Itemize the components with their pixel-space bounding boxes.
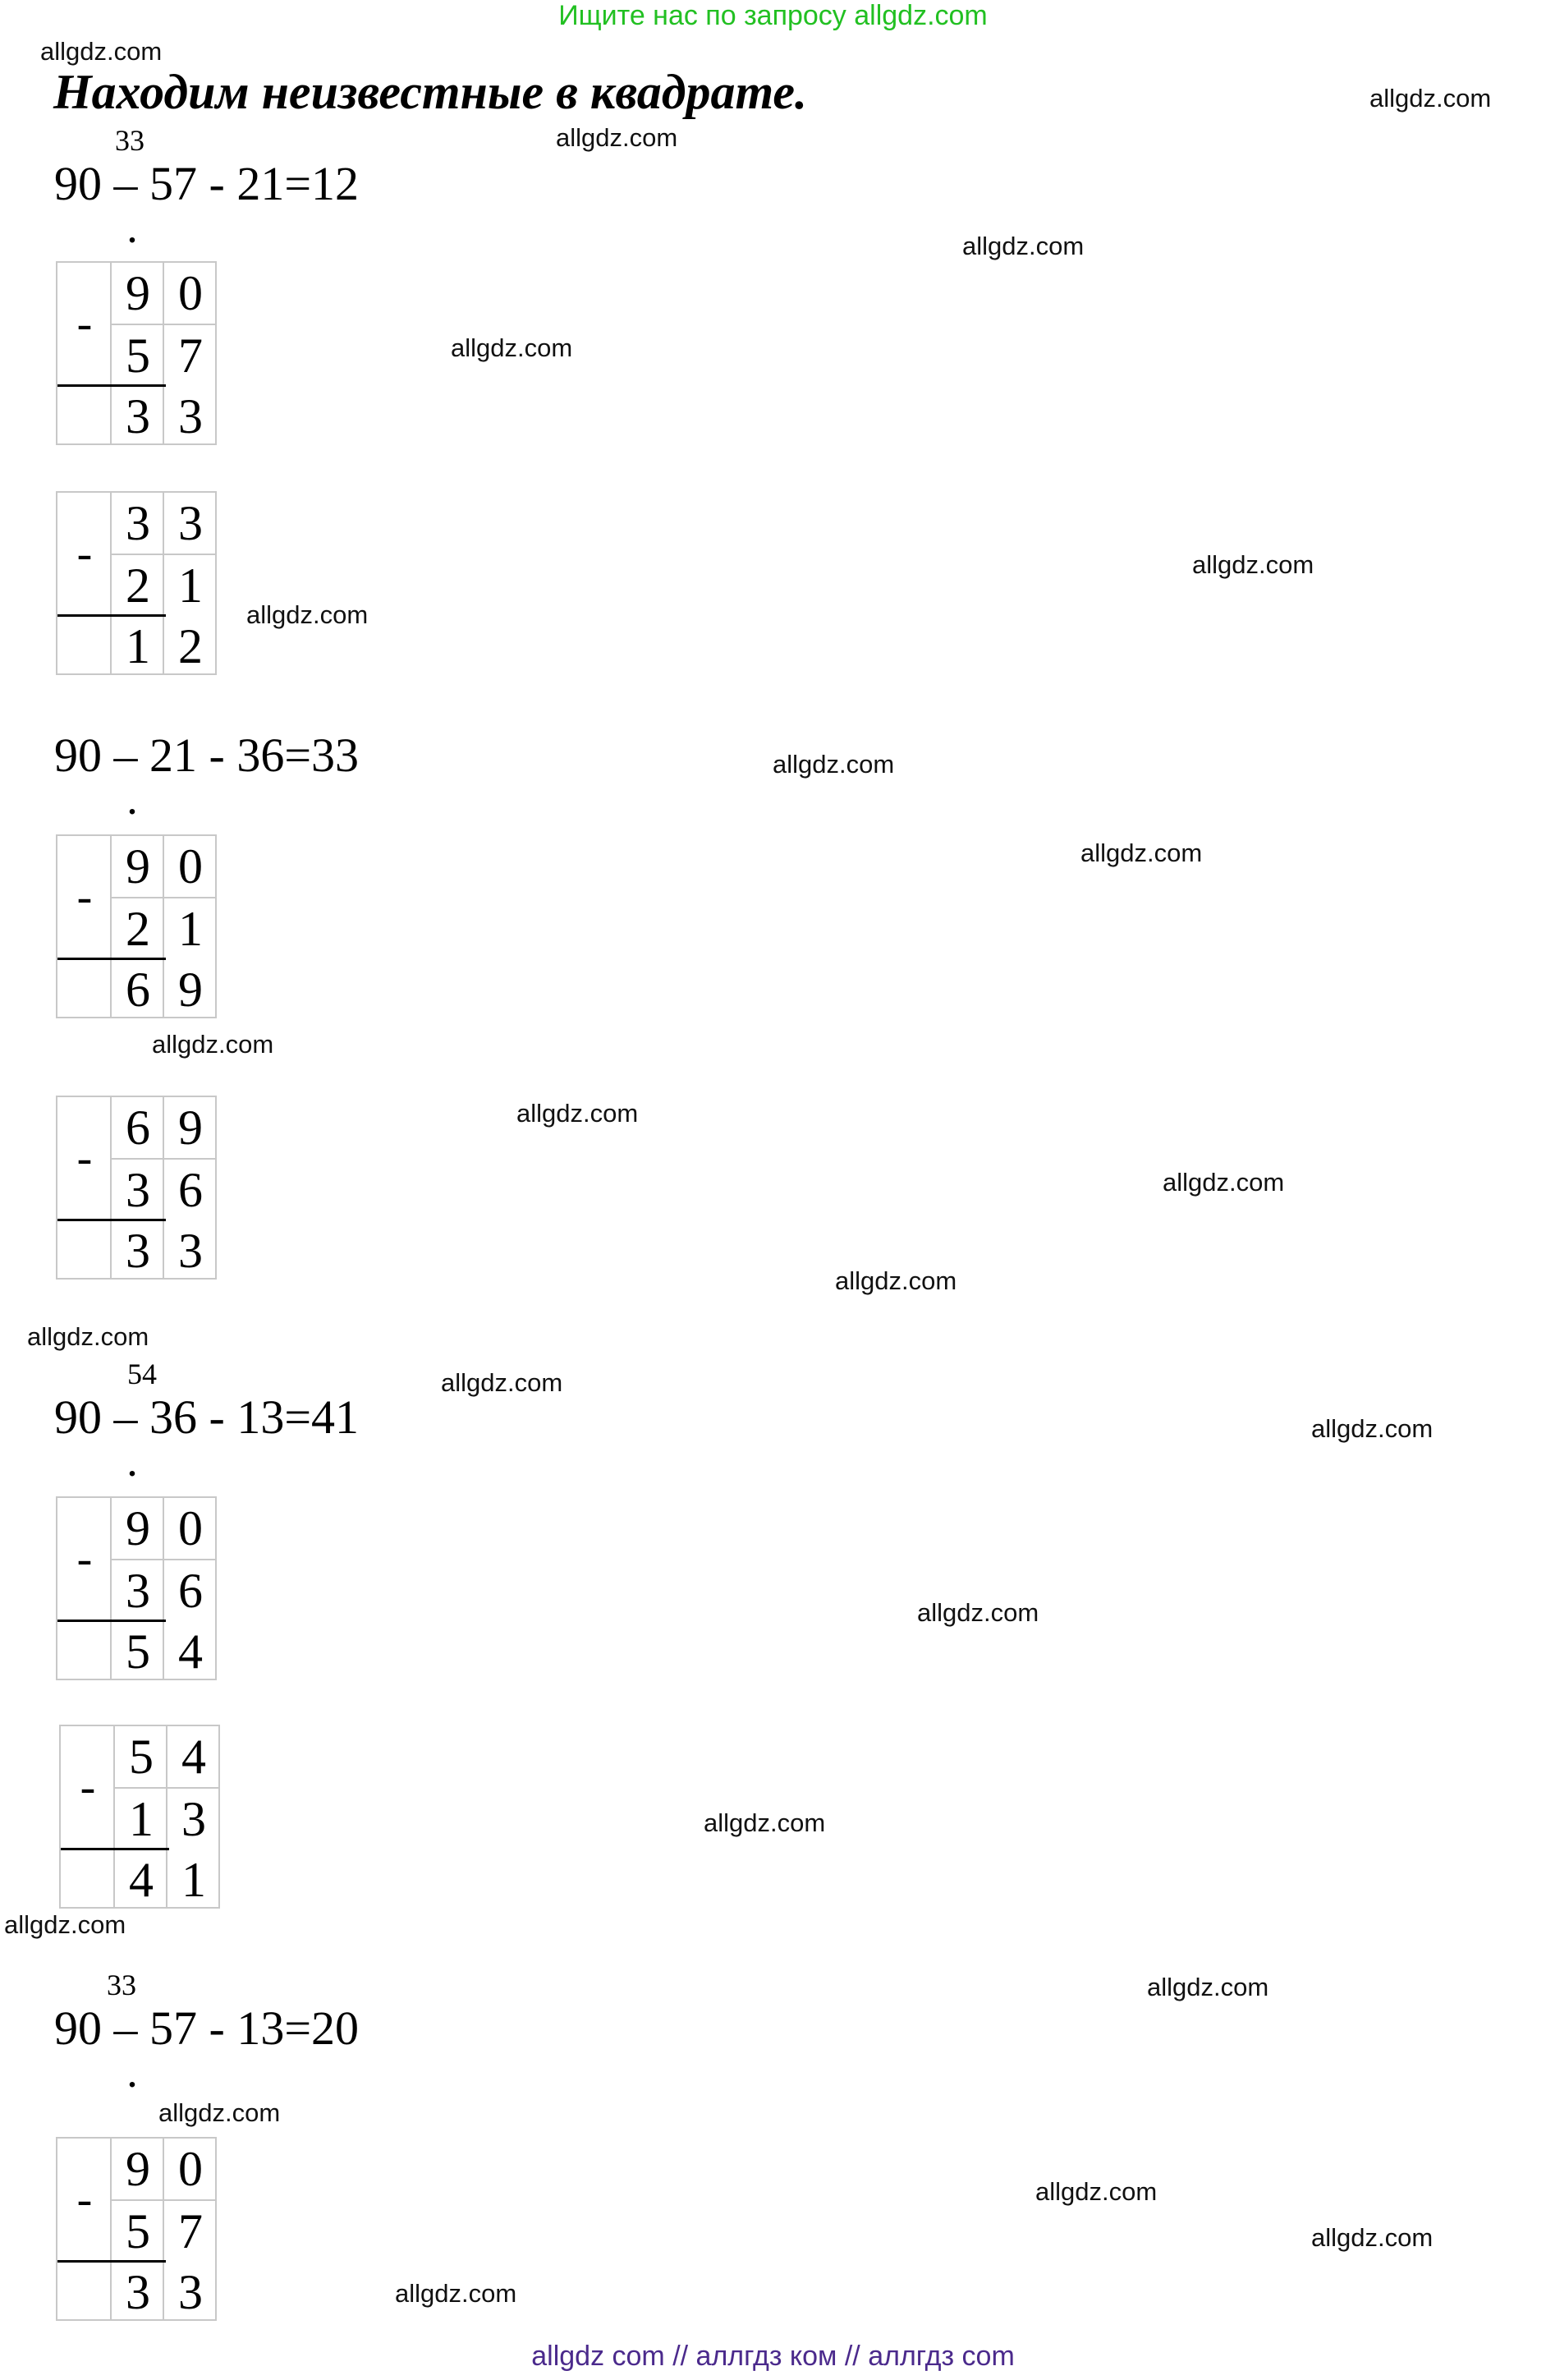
subtrahend-digit: 3 [126,1564,150,1618]
minuend-digit: 3 [126,496,150,550]
column-subtraction [59,1725,220,1909]
watermark: allgdz.com [773,750,895,779]
minuend-digit: 3 [178,496,203,550]
footer-links[interactable]: allgdz com // аллгдз ком // аллгдз com [531,2341,1015,2372]
subtrahend-digit: 2 [126,558,150,613]
watermark: allgdz.com [1035,2177,1158,2206]
result-digit: 3 [126,2265,150,2319]
subtrahend-digit: 7 [178,2204,203,2258]
result-digit: 5 [126,1624,150,1679]
column-subtraction [56,834,217,1018]
column-subtraction [56,491,217,675]
equation: 90 – 57 - 21=12 [54,157,360,210]
minus-sign: - [76,298,93,349]
dot-mark: . [128,2057,136,2094]
watermark: allgdz.com [1163,1168,1285,1197]
watermark: allgdz.com [27,1322,149,1351]
watermark: allgdz.com [441,1368,563,1397]
dot-mark: . [128,1446,136,1483]
watermark: allgdz.com [1192,550,1314,579]
dot-mark: . [128,213,136,250]
minuend-digit: 0 [178,839,203,894]
result-digit: 6 [126,963,150,1017]
result-digit: 3 [126,389,150,443]
subtrahend-digit: 7 [178,329,203,383]
subtrahend-digit: 3 [181,1792,206,1846]
result-digit: 9 [178,963,203,1017]
top-banner[interactable]: Ищите нас по запросу allgdz.com [558,0,988,31]
result-digit: 4 [129,1853,154,1907]
subtrahend-digit: 2 [126,902,150,956]
subtrahend-digit: 5 [126,2204,150,2258]
watermark: allgdz.com [835,1266,957,1295]
minuend-digit: 0 [178,266,203,320]
watermark: allgdz.com [1147,1973,1269,2001]
minuend-digit: 9 [126,266,150,320]
watermark: allgdz.com [516,1099,639,1128]
minuend-digit: 0 [178,2142,203,2196]
watermark: allgdz.com [152,1030,274,1059]
subtrahend-digit: 5 [126,329,150,383]
subtrahend-digit: 1 [129,1792,154,1846]
watermark: allgdz.com [962,232,1085,260]
result-digit: 3 [178,389,203,443]
watermark: allgdz.com [451,333,573,362]
watermark: allgdz.com [1311,2223,1434,2252]
intermediate-note: 33 [115,124,145,157]
watermark: allgdz.com [917,1598,1039,1627]
column-subtraction [56,2137,217,2321]
watermark: allgdz.com [246,600,369,629]
minuend-digit: 0 [178,1501,203,1555]
column-subtraction [56,261,217,445]
watermark: allgdz.com [556,123,678,152]
result-digit: 2 [178,619,203,673]
minus-sign: - [76,528,93,579]
result-digit: 3 [178,1224,203,1278]
result-digit: 3 [126,1224,150,1278]
minuend-digit: 5 [129,1730,154,1784]
equation: 90 – 36 - 13=41 [54,1390,360,1444]
minus-sign: - [76,1533,93,1584]
result-digit: 4 [178,1624,203,1679]
minuend-digit: 6 [126,1100,150,1155]
watermark: allgdz.com [704,1808,826,1837]
equation: 90 – 57 - 13=20 [54,2001,360,2055]
watermark: allgdz.com [1080,839,1203,867]
result-digit: 1 [126,619,150,673]
watermark: allgdz.com [1369,84,1492,113]
subtrahend-digit: 6 [178,1163,203,1217]
subtrahend-digit: 1 [178,558,203,613]
column-subtraction [56,1096,217,1280]
page-title: Находим неизвестные в квадрате. [53,65,808,119]
watermark: allgdz.com [40,37,163,66]
watermark: allgdz.com [158,2098,281,2127]
minuend-digit: 9 [126,1501,150,1555]
dot-mark: . [128,784,136,821]
minuend-digit: 9 [178,1100,203,1155]
watermark: allgdz.com [1311,1414,1434,1443]
subtrahend-digit: 3 [126,1163,150,1217]
subtrahend-digit: 1 [178,902,203,956]
minus-sign: - [76,1133,93,1183]
intermediate-note: 33 [107,1969,136,2001]
watermark: allgdz.com [395,2279,517,2308]
minuend-digit: 4 [181,1730,206,1784]
equation: 90 – 21 - 36=33 [54,728,360,782]
minus-sign: - [80,1762,96,1813]
subtrahend-digit: 6 [178,1564,203,1618]
watermark: allgdz.com [4,1910,126,1939]
column-subtraction [56,1496,217,1680]
minus-sign: - [76,871,93,922]
intermediate-note: 54 [127,1358,157,1390]
minuend-digit: 9 [126,2142,150,2196]
result-digit: 1 [181,1853,206,1907]
result-digit: 3 [178,2265,203,2319]
minus-sign: - [76,2174,93,2225]
minuend-digit: 9 [126,839,150,894]
